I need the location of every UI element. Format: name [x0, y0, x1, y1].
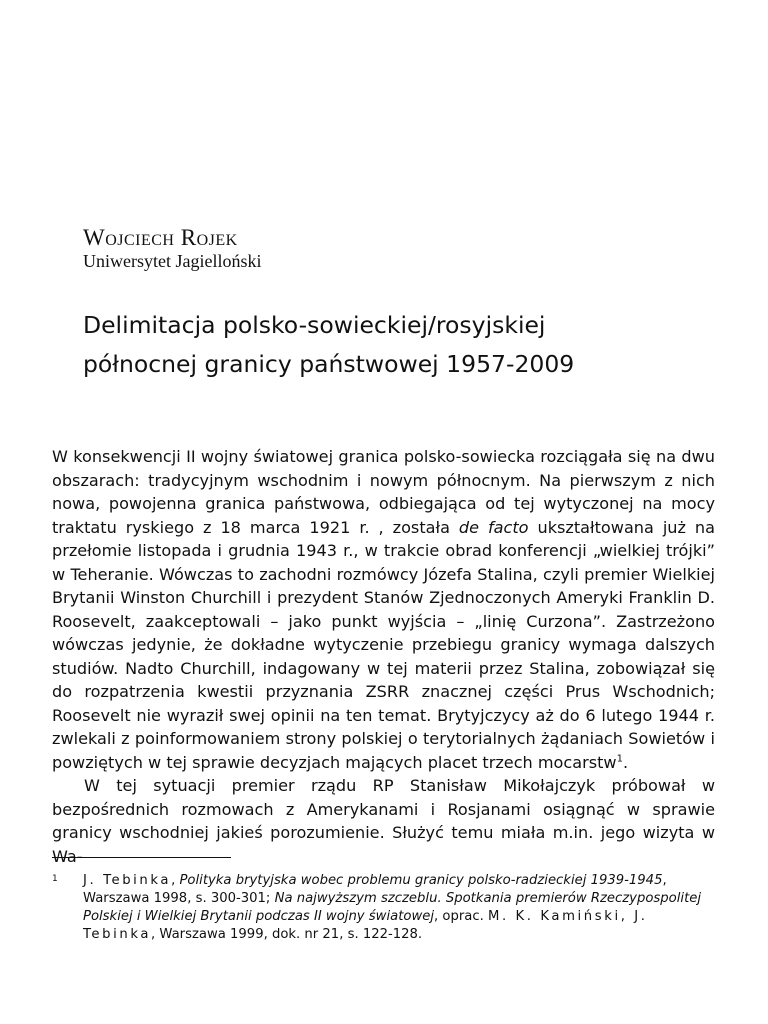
- footnote-author-1: J. Tebinka: [83, 873, 172, 888]
- paragraph-1-text-b: ukształtowana już na przełomie listopada i grudnia 1943 r., w trakcie obrad konferencji „wielkiej trójki” w Teheranie. Wówczas to zachodni rozmówcy Józefa Stalina, czyli premier Wielkiej Brytanii Winston Churchill i prezydent Stanów Zjednoczonych Ameryki Franklin D. Roosevelt, zaakceptowali – jako punkt wyjścia – „linię Curzona”. Zastrzeżono wówczas jedynie, że dokładne wytyczenie przebiegu granicy wymaga dalszych studiów. Nadto Churchill, indagowany w tej materii przez Stalina, zobowiązał się do rozpatrzenia kwestii przyznania ZSRR znacznej części Prus Wschodnich; Roosevelt nie wyraził swej opinii na ten temat. Brytyjczycy aż do 6 lutego 1944 r. zwlekali z poinformowaniem strony polskiej o terytorialnych żądaniach Sowietów i powziętych w tej sprawie decyzjach mających placet trzech mocarstw: [52, 517, 715, 772]
- paragraph-1-italic: de facto: [458, 517, 529, 537]
- footnote-sep-1: ,: [171, 873, 180, 888]
- footnote-rule: [52, 857, 231, 858]
- title-line-2: północnej granicy państwowej 1957-2009: [83, 350, 575, 378]
- title-line-1: Delimitacja polsko-sowieckiej/rosyjskiej: [83, 311, 546, 339]
- footnote-editors: M. K. Kamiński, J. Tebinka: [83, 909, 648, 942]
- footnote-item: [52, 872, 720, 944]
- footnote-number: 1: [52, 874, 58, 884]
- author-affiliation: Uniwersytet Jagielloński: [83, 251, 262, 271]
- footnote-text: [83, 872, 720, 944]
- author-name: Wojciech Rojek: [83, 225, 238, 250]
- article-title: [83, 306, 723, 384]
- paragraph-1-text-a: W konsekwencji II wojny światowej granica polsko-sowiecka rozciągała się na dwu obszarach: tradycyjnym wschodnim i nowym północnym. Na pierwszym z nich nowa, powojenna granica państwowa, odbiegająca od tej wytyczonej na mocy traktatu ryskiego z 18 marca 1921 r. , została: [52, 447, 715, 537]
- paragraph-1: [52, 445, 715, 774]
- article-body: [52, 445, 715, 868]
- footnotes: [52, 872, 720, 944]
- paragraph-1-end: .: [622, 752, 629, 772]
- footnote-pub-2: , Warszawa 1999, dok. nr 21, s. 122-128.: [151, 927, 423, 942]
- footnote-title-1: Polityka brytyjska wobec problemu granicy polsko-radzieckiej 1939-1945: [179, 873, 663, 888]
- footnote-pub-1: , Warszawa 1998, s. 300-301;: [83, 873, 667, 906]
- footnote-ref[interactable]: 1: [616, 753, 623, 765]
- paragraph-2: W tej sytuacji premier rządu RP Stanisław Mikołajczyk próbował w bezpośrednich rozmowach z Amerykanami i Rosjanami osiągnąć w sprawie granicy wschodniej jakieś porozumienie. Służyć temu miała m.in. jego wizyta w Wa-: [52, 776, 715, 866]
- footnote-ed-prefix: , oprac.: [434, 909, 488, 924]
- footnote-title-2: Na najwyższym szczeblu. Spotkania premierów Rzeczypospolitej Polskiej i Wielkiej Brytanii podczas II wojny światowej: [83, 891, 702, 924]
